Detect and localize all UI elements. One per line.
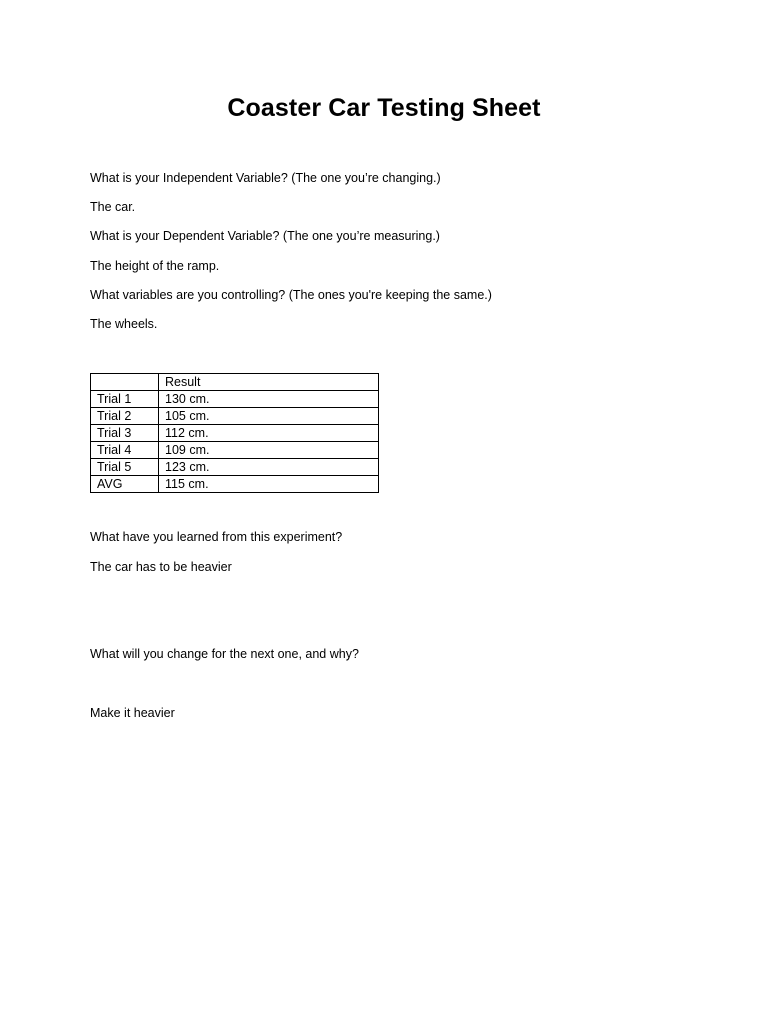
result-value-cell: 130 cm. (159, 391, 379, 408)
page-title: Coaster Car Testing Sheet (227, 94, 541, 122)
answer-independent-variable: The car. (90, 200, 136, 214)
trial-label-cell: Trial 5 (91, 459, 159, 476)
trial-label-cell: Trial 4 (91, 442, 159, 459)
average-value-cell: 115 cm. (159, 476, 379, 493)
question-learned: What have you learned from this experiment? (90, 530, 343, 544)
answer-change: Make it heavier (90, 706, 175, 720)
answer-controlled-variables: The wheels. (90, 317, 158, 331)
answer-learned: The car has to be heavier (90, 560, 232, 574)
question-change: What will you change for the next one, and why? (90, 647, 359, 661)
table-row (91, 408, 379, 425)
table-row-average (91, 476, 379, 493)
table-row (91, 391, 379, 408)
table-row (91, 425, 379, 442)
results-table (90, 373, 379, 493)
result-value-cell: 109 cm. (159, 442, 379, 459)
trial-label-cell: Trial 3 (91, 425, 159, 442)
answer-dependent-variable: The height of the ramp. (90, 259, 220, 273)
average-label-cell: AVG (91, 476, 159, 493)
table-header-cell (91, 374, 159, 391)
question-dependent-variable: What is your Dependent Variable? (The one you’re measuring.) (90, 229, 440, 243)
result-value-cell: 112 cm. (159, 425, 379, 442)
trial-label-cell: Trial 2 (91, 408, 159, 425)
result-value-cell: 123 cm. (159, 459, 379, 476)
table-row (91, 459, 379, 476)
table-header-cell: Result (159, 374, 379, 391)
question-controlled-variables: What variables are you controlling? (The ones you're keeping the same.) (90, 288, 492, 302)
table-header-row (91, 374, 379, 391)
question-independent-variable: What is your Independent Variable? (The one you’re changing.) (90, 171, 441, 185)
table-row (91, 442, 379, 459)
result-value-cell: 105 cm. (159, 408, 379, 425)
trial-label-cell: Trial 1 (91, 391, 159, 408)
